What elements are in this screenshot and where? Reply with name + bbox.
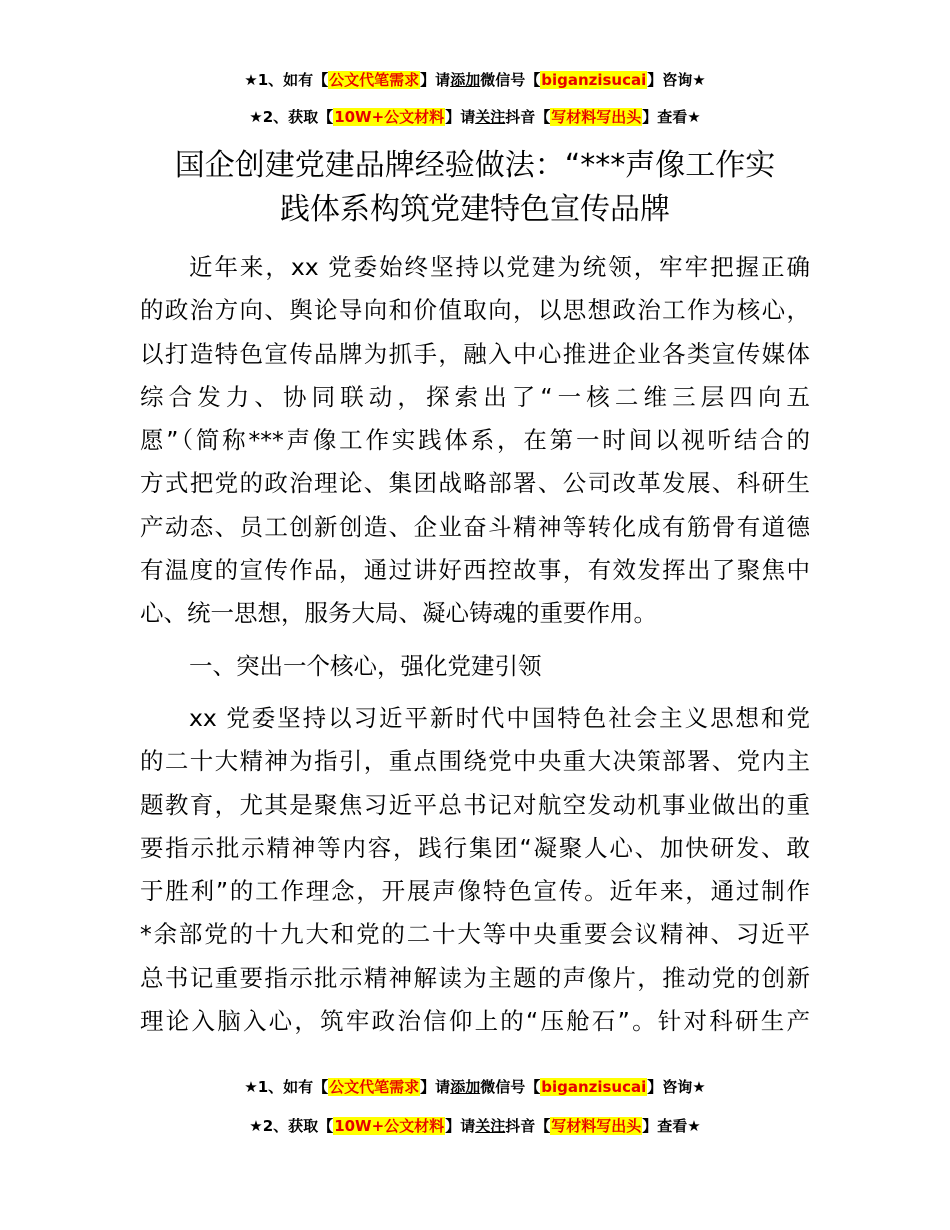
title-line-2: 践体系构筑党建特色宣传品牌 <box>280 192 670 227</box>
paragraph-section-1 <box>140 697 810 1043</box>
banner-underline: 添加 <box>450 71 481 89</box>
banner-text: 】请 <box>420 1078 451 1096</box>
text-line: 综合发力、协同联动，探索出了“一核二维三层四向五 <box>140 382 810 411</box>
document-body <box>140 246 810 1043</box>
banner-text: 】请 <box>445 1117 476 1135</box>
text-line: 近年来，xx 党委始终坚持以党建为统领，牢牢把握正确 <box>189 253 810 281</box>
banner-text: 】咨询★ <box>647 71 706 89</box>
banner-text: 】查看★ <box>642 1117 701 1135</box>
section-heading-1 <box>140 645 810 688</box>
text-line: 有温度的宣传作品，通过讲好西控故事，有效发挥出了聚焦中 <box>140 556 810 585</box>
banner-text: 】请 <box>420 71 451 89</box>
banner-text: 】咨询★ <box>647 1078 706 1096</box>
banner-highlight: 10W+公文材料 <box>334 108 445 126</box>
text-line: 方式把党的政治理论、集团战略部署、公司改革发展、科研生 <box>140 469 810 498</box>
banner-text: ★1、如有【 <box>244 71 329 89</box>
section-heading-text: 一、突出一个核心，强化党建引领 <box>189 651 542 680</box>
text-line: 理论入脑入心，筑牢政治信仰上的“压舱石”。针对科研生产 <box>140 1007 810 1036</box>
bottom-banner-line-1 <box>0 1077 950 1097</box>
text-line: 于胜利”的工作理念，开展声像特色宣传。近年来，通过制作 <box>140 877 810 906</box>
top-banner-line-1 <box>0 70 950 90</box>
paragraph-intro <box>140 246 810 636</box>
banner-text: 微信号【 <box>480 1078 541 1096</box>
banner-highlight: 写材料写出头 <box>551 1117 642 1135</box>
text-line: 总书记重要指示批示精神解读为主题的声像片，推动党的创新 <box>140 963 810 992</box>
bottom-banner-line-2 <box>0 1116 950 1136</box>
text-line: 要指示批示精神等内容，践行集团“凝聚人心、加快研发、敢 <box>140 833 810 862</box>
text-line: *余部党的十九大和党的二十大等中央重要会议精神、习近平 <box>140 920 810 949</box>
text-line: 心、统一思想，服务大局、凝心铸魂的重要作用。 <box>140 599 657 628</box>
text-line: 以打造特色宣传品牌为抓手，融入中心推进企业各类宣传媒体 <box>140 339 810 368</box>
banner-text: ★2、获取【 <box>249 108 334 126</box>
banner-highlight: 公文代笔需求 <box>329 71 420 89</box>
text-line: 愿”（简称***声像工作实践体系，在第一时间以视听结合的 <box>140 426 810 455</box>
banner-underline: 关注 <box>475 108 506 126</box>
banner-text: 】查看★ <box>642 108 701 126</box>
text-line: 的政治方向、舆论导向和价值取向，以思想政治工作为核心， <box>140 296 810 325</box>
banner-text: 抖音【 <box>505 108 551 126</box>
banner-text: ★1、如有【 <box>244 1078 329 1096</box>
document-title <box>140 144 810 232</box>
text-line: xx 党委坚持以习近平新时代中国特色社会主义思想和党 <box>189 703 810 732</box>
text-line: 的二十大精神为指引，重点围绕党中央重大决策部署、党内主 <box>140 747 810 776</box>
banner-highlight: biganzisucai <box>541 1078 647 1096</box>
banner-underline: 关注 <box>475 1117 506 1135</box>
banner-text: 微信号【 <box>480 71 541 89</box>
banner-text: ★2、获取【 <box>249 1117 334 1135</box>
banner-text: 抖音【 <box>505 1117 551 1135</box>
top-banner-line-2 <box>0 107 950 127</box>
banner-highlight: 写材料写出头 <box>551 108 642 126</box>
banner-text: 】请 <box>445 108 476 126</box>
banner-underline: 添加 <box>450 1078 481 1096</box>
text-line: 题教育，尤其是聚焦习近平总书记对航空发动机事业做出的重 <box>140 790 810 819</box>
banner-highlight: biganzisucai <box>541 71 647 89</box>
banner-highlight: 10W+公文材料 <box>334 1117 445 1135</box>
banner-highlight: 公文代笔需求 <box>329 1078 420 1096</box>
title-line-1: 国企创建党建品牌经验做法：“***声像工作实 <box>174 148 776 183</box>
text-line: 产动态、员工创新创造、企业奋斗精神等转化成有筋骨有道德 <box>140 512 810 541</box>
